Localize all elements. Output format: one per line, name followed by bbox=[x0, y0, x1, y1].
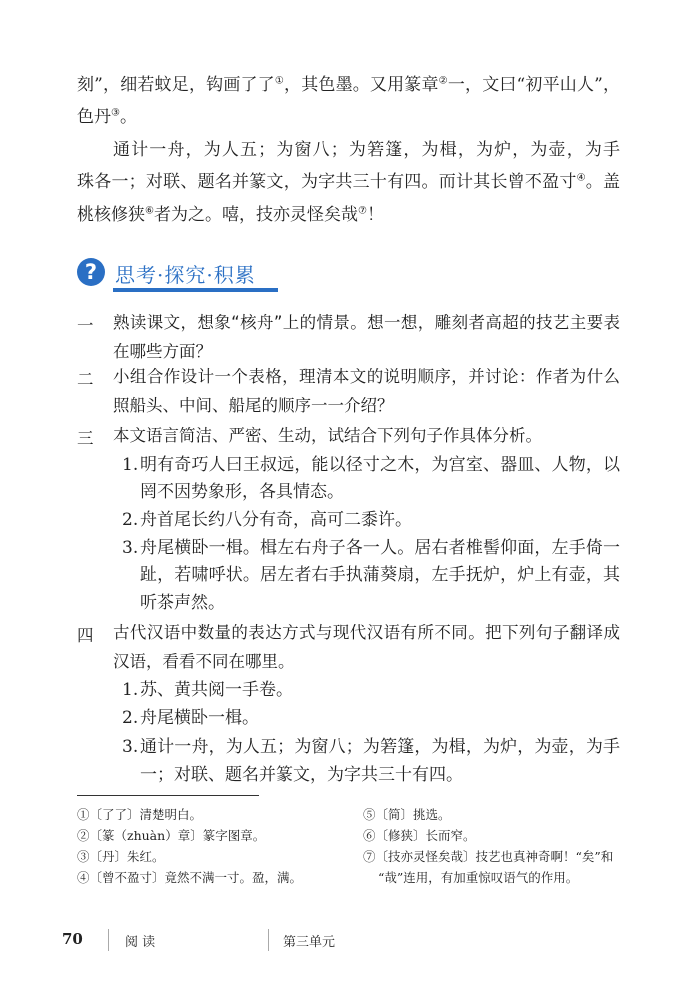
item-number: 1. bbox=[122, 680, 139, 700]
question-text: 本文语言简洁、严密、生动，试结合下列句子作具体分析。 bbox=[113, 426, 542, 445]
footnote-item: ①〔了了〕清楚明白。 bbox=[77, 807, 203, 822]
question-text: 汉语，看看不同在哪里。 bbox=[113, 652, 295, 671]
passage-text: 桃核修狭 bbox=[77, 205, 145, 225]
passage-text: 刻”，细若蚊足，钩画了了 bbox=[77, 75, 275, 95]
footnote-item: ④〔曾不盈寸〕竟然不满一寸。盈，满。 bbox=[77, 870, 303, 885]
question-text: 小组合作设计一个表格，理清本文的说明顺序，并讨论：作者为什么 bbox=[113, 367, 620, 386]
item-text: 苏、黄共阅一手卷。 bbox=[140, 680, 293, 700]
item-text: 明有奇巧人曰王叔远，能以径寸之木，为宫室、器皿、人物，以 bbox=[140, 455, 620, 475]
item-number: 2. bbox=[122, 510, 139, 530]
item-text: 通计一舟，为人五；为窗八；为箬篷，为楫，为炉，为壶，为手 bbox=[140, 737, 620, 757]
question-circle-icon: ? bbox=[77, 258, 105, 286]
footnote-item: ②〔篆（zhuàn）章〕篆字图章。 bbox=[77, 828, 266, 843]
question-text: 照船头、中间、船尾的顺序一一介绍？ bbox=[113, 396, 394, 415]
footnote-ref: ⑦ bbox=[357, 205, 367, 217]
footnote-ref: ④ bbox=[576, 172, 586, 184]
footnote-item: ⑤〔简〕挑选。 bbox=[363, 807, 451, 822]
item-number: 1. bbox=[122, 455, 139, 475]
passage-text: 珠各一；对联、题名并篆文，为字共三十有四。而计其长曾不盈寸 bbox=[77, 172, 577, 192]
passage-line bbox=[77, 106, 137, 128]
passage-text: ！ bbox=[366, 205, 384, 225]
passage-text: 。 bbox=[119, 107, 137, 127]
passage-line bbox=[77, 74, 620, 96]
footer-separator bbox=[268, 929, 269, 951]
page-number: 70 bbox=[62, 930, 83, 948]
question-text: 熟读课文，想象“核舟”上的情景。想一想，雕刻者高超的技艺主要表 bbox=[113, 313, 620, 332]
question-number: 二 bbox=[77, 370, 94, 389]
footnote-item: ③〔丹〕朱红。 bbox=[77, 849, 165, 864]
passage-line bbox=[77, 204, 384, 226]
passage-text: 者为之。嘻，技亦灵怪矣哉 bbox=[153, 205, 358, 225]
question-number: 四 bbox=[77, 626, 94, 645]
passage-text: 一，文曰“初平山人”， bbox=[447, 75, 620, 95]
item-text: 趾，若啸呼状。居左者右手执蒲葵扇，左手抚炉，炉上有壶，其 bbox=[140, 565, 620, 585]
footnote-ref: ② bbox=[438, 75, 448, 87]
question-text: 在哪些方面？ bbox=[113, 342, 212, 361]
passage-line bbox=[113, 139, 620, 161]
item-number: 3. bbox=[122, 737, 139, 757]
passage-text: ，其色墨。又用篆章 bbox=[284, 75, 439, 95]
footnote-ref: ③ bbox=[111, 107, 120, 119]
question-number: 一 bbox=[77, 316, 94, 335]
footnote-ref: ① bbox=[274, 75, 285, 87]
footer-unit: 第三单元 bbox=[283, 935, 336, 950]
footer-separator bbox=[108, 929, 109, 951]
section-title: 思考·探究·积累 bbox=[115, 263, 256, 287]
item-text: 舟尾横卧一楫。楫左右舟子各一人。居右者椎髻仰面，左手倚一 bbox=[140, 538, 620, 558]
footnote-item: ⑦〔技亦灵怪矣哉〕技艺也真神奇啊！“矣”和 bbox=[363, 849, 614, 864]
item-text: 一；对联、题名并篆文，为字共三十有四。 bbox=[140, 765, 463, 785]
item-number: 2. bbox=[122, 708, 139, 728]
item-number: 3. bbox=[122, 538, 139, 558]
item-text: 舟尾横卧一楫。 bbox=[140, 708, 259, 728]
passage-text: 。盖 bbox=[585, 172, 620, 192]
footnote-ref: ⑥ bbox=[145, 205, 154, 217]
item-text: 听茶声然。 bbox=[140, 593, 225, 613]
footnote-divider bbox=[77, 795, 259, 796]
footnote-item: “哉”连用，有加重惊叹语气的作用。 bbox=[378, 870, 579, 885]
passage-text: 色丹 bbox=[77, 107, 111, 127]
question-text: 古代汉语中数量的表达方式与现代汉语有所不同。把下列句子翻译成 bbox=[113, 623, 620, 642]
section-title-underline bbox=[113, 288, 278, 292]
item-text: 罔不因势象形，各具情态。 bbox=[140, 482, 344, 502]
footer-section: 阅 读 bbox=[125, 935, 156, 950]
passage-line bbox=[77, 171, 620, 193]
item-text: 舟首尾长约八分有奇，高可二黍许。 bbox=[140, 510, 412, 530]
passage-text: 通计一舟，为人五；为窗八；为箬篷，为楫，为炉，为壶，为手 bbox=[113, 140, 620, 160]
footnote-item: ⑥〔修狭〕长而窄。 bbox=[363, 828, 476, 843]
question-number: 三 bbox=[77, 429, 94, 448]
